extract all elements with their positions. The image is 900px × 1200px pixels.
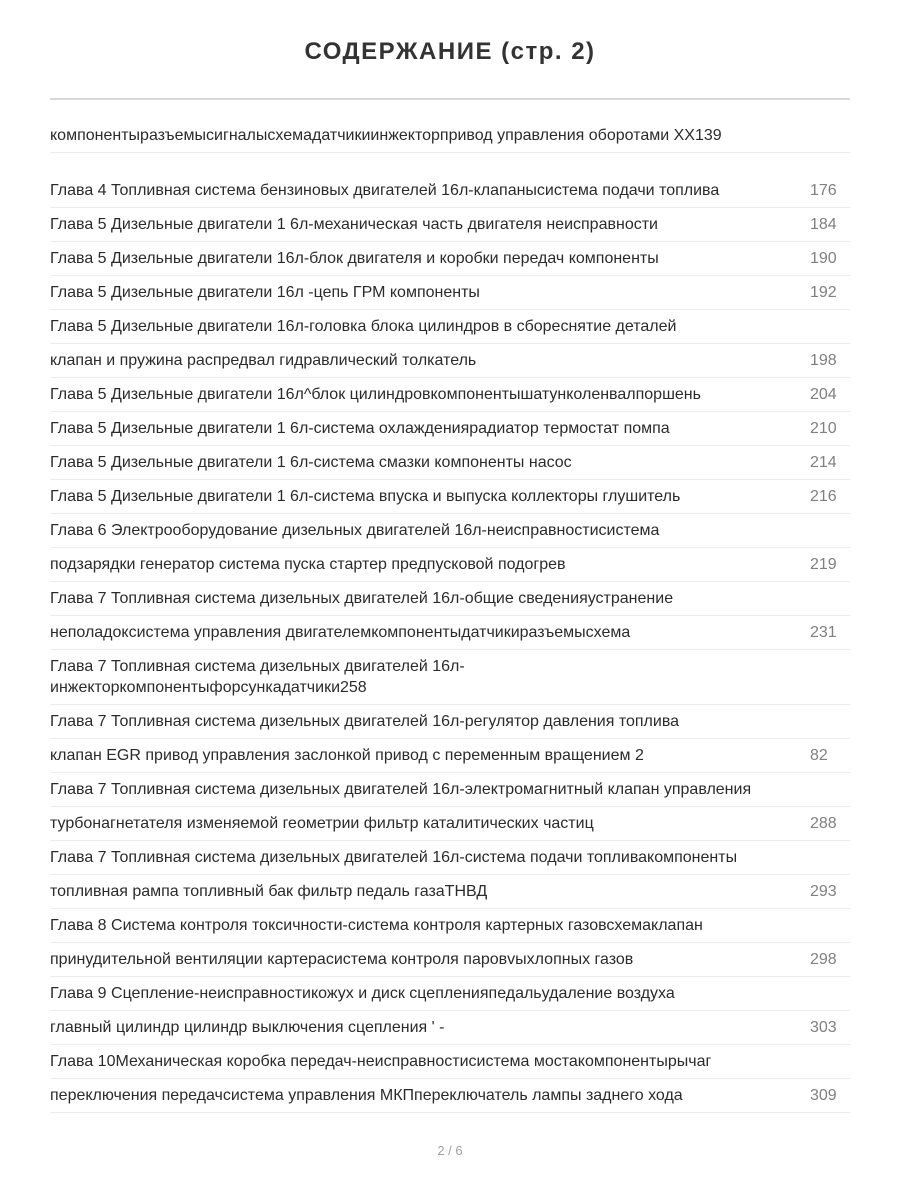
toc-entry-title: Глава 7 Топливная система дизельных двигателей 16л-общие сведенияустранение <box>50 590 674 607</box>
toc-entry[interactable] <box>50 1045 850 1079</box>
toc-entry-title: главный цилиндр цилиндр выключения сцепления ' - <box>50 1019 445 1036</box>
toc-entry-title: клапан и пружина распредвал гидравлический толкатель <box>50 352 477 369</box>
toc-entry[interactable] <box>50 242 850 276</box>
toc-entry[interactable] <box>50 1079 850 1113</box>
toc-entry-page: 176 <box>810 182 837 199</box>
toc-entry-page: 231 <box>810 624 837 641</box>
toc-entry-title: Глава 5 Дизельные двигатели 16л^блок цилиндровкомпонентышатунколенвалпоршень <box>50 386 701 403</box>
toc-entry[interactable] <box>50 514 850 548</box>
toc-entry[interactable] <box>50 650 850 705</box>
toc-entry-title: подзарядки генератор система пуска стартер предпусковой подогрев <box>50 556 566 573</box>
toc-entry-title: компонентыразъемысигналысхемадатчикиинжекторпривод управления оборотами ХХ139 <box>50 127 722 144</box>
toc-entry-page: 293 <box>810 883 837 900</box>
toc-entry[interactable] <box>50 943 850 977</box>
toc-entry-title: Глава 5 Дизельные двигатели 16л -цепь ГРМ компоненты <box>50 284 480 301</box>
toc-entry-title: Глава 6 Электрооборудование дизельных двигателей 16л-неисправностисистема <box>50 522 660 539</box>
toc-entry[interactable] <box>50 548 850 582</box>
toc-entry[interactable] <box>50 773 850 807</box>
toc-entry[interactable] <box>50 412 850 446</box>
toc-entry-page: 198 <box>810 352 837 369</box>
toc-entry-page: 298 <box>810 951 837 968</box>
toc-entry-page: 303 <box>810 1019 837 1036</box>
toc-entry-page: 184 <box>810 216 837 233</box>
toc-entry-title: Глава 5 Дизельные двигатели 1 6л-механическая часть двигателя неисправности <box>50 216 658 233</box>
toc-entry[interactable] <box>50 378 850 412</box>
toc-entry-title: Глава 4 Топливная система бензиновых двигателей 16л-клапанысистема подачи топлива <box>50 182 720 199</box>
toc-entry-page: 210 <box>810 420 837 437</box>
toc-entry[interactable] <box>50 739 850 773</box>
toc-entry-title: Глава 5 Дизельные двигатели 1 6л-система охлаждениярадиатор термостат помпа <box>50 420 670 437</box>
toc-entry-title: Глава 8 Система контроля токсичности-система контроля картерных газовсхемаклапан <box>50 917 703 934</box>
toc-entry-page: 204 <box>810 386 837 403</box>
toc-entry-title: Глава 10Механическая коробка передач-неисправностисистема мостакомпонентырычаг <box>50 1053 712 1070</box>
toc-entry[interactable] <box>50 480 850 514</box>
toc-entry[interactable] <box>50 909 850 943</box>
toc-entry[interactable] <box>50 119 850 153</box>
toc-entry[interactable] <box>50 208 850 242</box>
toc-entry[interactable] <box>50 875 850 909</box>
toc-entry-page: 214 <box>810 454 837 471</box>
toc-entry[interactable] <box>50 807 850 841</box>
toc-entry-title: топливная рампа топливный бак фильтр педаль газаТНВД <box>50 883 488 900</box>
toc-entry-title: Глава 9 Сцепление-неисправностикожух и диск сцепленияпедальудаление воздуха <box>50 985 675 1002</box>
toc-entry-title: Глава 5 Дизельные двигатели 1 6л-система впуска и выпуска коллекторы глушитель <box>50 488 681 505</box>
toc-entry[interactable] <box>50 616 850 650</box>
title-divider <box>50 98 850 100</box>
toc-entry[interactable] <box>50 705 850 739</box>
toc-entry-page: 288 <box>810 815 837 832</box>
toc-entry-page: 219 <box>810 556 837 573</box>
toc-entry-title: Глава 5 Дизельные двигатели 1 6л-система смазки компоненты насос <box>50 454 572 471</box>
toc-entry-page: 82 <box>810 747 828 764</box>
toc-entry[interactable] <box>50 841 850 875</box>
toc-entry[interactable] <box>50 1011 850 1045</box>
toc-entry-page: 192 <box>810 284 837 301</box>
toc-entry-page: 309 <box>810 1087 837 1104</box>
toc-entry-title: турбонагнетателя изменяемой геометрии фильтр каталитических частиц <box>50 815 594 832</box>
toc-entry-title: Глава 5 Дизельные двигатели 16л-головка блока цилиндров в сбореснятие деталей <box>50 318 677 335</box>
toc-entry-title: переключения передачсистема управления МКПпереключатель лампы заднего хода <box>50 1087 683 1104</box>
toc-entry[interactable] <box>50 446 850 480</box>
toc-entry[interactable] <box>50 310 850 344</box>
toc-entry-page: 216 <box>810 488 837 505</box>
toc-entry[interactable] <box>50 977 850 1011</box>
page-indicator: 2 / 6 <box>437 1143 463 1158</box>
toc-entry-title: Глава 5 Дизельные двигатели 16л-блок двигателя и коробки передач компоненты <box>50 250 659 267</box>
toc-entry[interactable] <box>50 153 850 208</box>
toc-entry-title: клапан EGR привод управления заслонкой привод с переменным вращением 2 <box>50 747 644 764</box>
toc-entry[interactable] <box>50 344 850 378</box>
toc-entry-title: Глава 7 Топливная система дизельных двигателей 16л-электромагнитный клапан управления <box>50 781 752 798</box>
toc-entry-title: принудительной вентиляции картерасистема контроля паровvыхлопных газов <box>50 951 634 968</box>
toc-entry-page: 190 <box>810 250 837 267</box>
toc-entry-title: Глава 7 Топливная система дизельных двигателей 16л-система подачи топливакомпоненты <box>50 849 738 866</box>
toc-entry-title: неполадоксистема управления двигателемкомпонентыдатчикиразъемысхема <box>50 624 631 641</box>
table-of-contents <box>50 119 850 1113</box>
page-title: СОДЕРЖАНИЕ (стр. 2) <box>304 38 596 65</box>
toc-entry[interactable] <box>50 582 850 616</box>
toc-entry-title: Глава 7 Топливная система дизельных двигателей 16л-регулятор давления топлива <box>50 713 680 730</box>
toc-entry-title: Глава 7 Топливная система дизельных двигателей 16л-инжекторкомпонентыфорсункадатчики258 <box>50 658 465 696</box>
toc-entry[interactable] <box>50 276 850 310</box>
